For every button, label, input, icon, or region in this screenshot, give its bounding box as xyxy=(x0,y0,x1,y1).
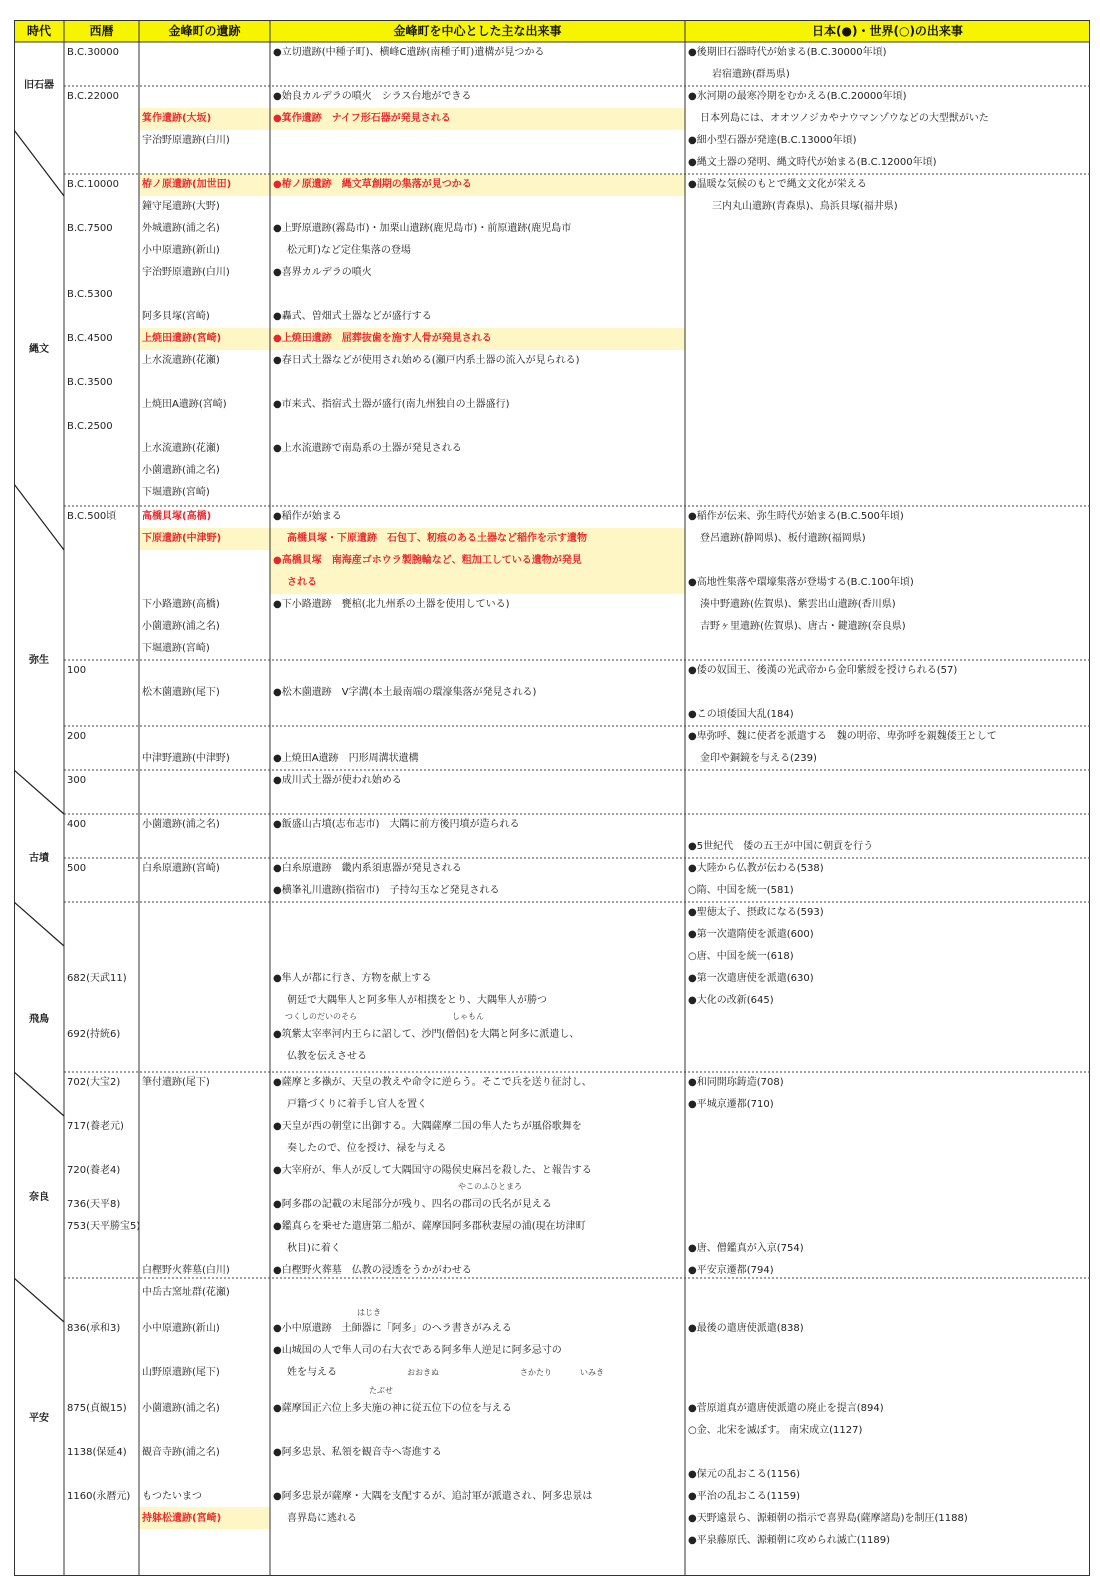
year-cell: 200 xyxy=(67,731,87,742)
world-event: 吉野ヶ里遺跡(佐賀県)、唐古・鍵遺跡(奈良県) xyxy=(700,621,906,632)
site-cell: 箕作遺跡(大坂) xyxy=(142,113,212,124)
world-event: ●大化の改新(645) xyxy=(688,995,774,1006)
site-cell: 下原遺跡(中津野) xyxy=(142,533,222,544)
site-cell: 小薗遺跡(浦之名) xyxy=(142,621,220,632)
event-line: ●阿多忠景、私領を観音寺へ寄進する xyxy=(273,1447,442,1458)
site-cell: 小薗遺跡(浦之名) xyxy=(142,819,220,830)
event-line: ●春日式土器などが使用され始める(瀬戸内系土器の流入が見られる) xyxy=(273,355,580,366)
event-line: 朝廷で大隅隼人と阿多隼人が相撲をとり、大隅隼人が勝つ xyxy=(287,995,547,1006)
year-cell: B.C.5300 xyxy=(67,289,113,300)
site-cell: 下小路遺跡(高橋) xyxy=(142,599,220,610)
header-world: 日本(●)・世界(○)の出来事 xyxy=(812,24,963,38)
site-cell: 小中原遺跡(新山) xyxy=(142,1323,220,1334)
year-cell: 100 xyxy=(67,665,87,676)
site-cell: 山野原遺跡(尾下) xyxy=(142,1367,220,1378)
event-line: ●箕作遺跡 ナイフ形石器が発見される xyxy=(273,113,451,124)
event-line: ●飯盛山古墳(志布志市) 大隅に前方後円墳が造られる xyxy=(273,819,520,830)
event-line: ●白糸原遺跡 畿内系須恵器が発見される xyxy=(273,863,462,874)
event-line: 戸籍づくりに着手し官人を置く xyxy=(287,1099,427,1110)
world-event: ●大陸から仏教が伝わる(538) xyxy=(688,863,824,874)
year-cell: B.C.500頃 xyxy=(67,511,117,522)
event-line: ●稲作が始まる xyxy=(273,511,342,522)
event-line: 仏教を伝えさせる xyxy=(287,1051,367,1062)
event-line: ●上焼田A遺跡 円形周溝状遺構 xyxy=(273,753,419,764)
world-event: ●5世紀代 倭の五王が中国に朝貢を行う xyxy=(688,841,874,852)
header-era: 時代 xyxy=(26,24,51,38)
world-event: ○唐、中国を統一(618) xyxy=(688,951,794,962)
site-cell: 小中原遺跡(新山) xyxy=(142,245,220,256)
year-cell: 1160(永暦元) xyxy=(67,1491,131,1502)
world-event: 登呂遺跡(静岡県)、板付遺跡(福岡県) xyxy=(700,533,866,544)
event-line: ●横峯礼川遺跡(指宿市) 子持勾玉など発見される xyxy=(273,885,500,896)
site-cell: 高橋貝塚(高橋) xyxy=(142,511,212,522)
site-cell: 小薗遺跡(浦之名) xyxy=(142,1403,220,1414)
event-line: 奏したので、位を授け、禄を与える xyxy=(287,1143,447,1154)
site-cell: 白樫野火葬墓(白川) xyxy=(142,1265,230,1276)
period-label: 弥生 xyxy=(29,655,49,666)
site-cell: 上焼田A遺跡(宮崎) xyxy=(142,399,227,410)
world-event: 日本列島には、オオツノジカやナウマンゾウなどの大型獣がいた xyxy=(700,113,989,124)
period-label: 平安 xyxy=(29,1413,49,1424)
world-event: ●倭の奴国王、後漢の光武帝から金印紫綬を授けられる(57) xyxy=(688,665,958,676)
year-cell: 1138(保延4) xyxy=(67,1447,127,1458)
event-line: ●鑑真らを乗せた遣唐第二船が、薩摩国阿多郡秋妻屋の浦(現在坊津町 xyxy=(273,1221,586,1232)
site-cell: 上焼田遺跡(宮崎) xyxy=(142,333,222,344)
world-event: 三内丸山遺跡(青森県)、鳥浜貝塚(福井県) xyxy=(712,201,898,212)
event-line: 松元町)など定住集落の登場 xyxy=(287,245,411,256)
year-cell: 400 xyxy=(67,819,87,830)
event-line: ●高橋貝塚 南海産ゴホウラ製腕輪など、粗加工している遺物が発見 xyxy=(273,555,582,566)
site-cell: 白糸原遺跡(宮崎) xyxy=(142,863,220,874)
ruby-note: おおきぬ xyxy=(407,1368,439,1377)
event-line: ●市来式、指宿式土器が盛行(南九州独自の土器盛行) xyxy=(273,399,510,410)
year-cell: B.C.4500 xyxy=(67,333,113,344)
site-cell: 観音寺跡(浦之名) xyxy=(142,1447,220,1458)
world-event: ●天野遠景ら、源頼朝の指示で喜界島(薩摩諸島)を制圧(1188) xyxy=(688,1513,968,1524)
site-cell: 筆付遺跡(尾下) xyxy=(142,1077,210,1088)
event-line: 秋目)に着く xyxy=(287,1243,341,1254)
site-cell: もつたいまつ xyxy=(142,1491,202,1502)
ruby-note: つくしのだいのそら xyxy=(285,1012,357,1021)
site-cell: 外城遺跡(浦之名) xyxy=(142,223,220,234)
site-cell: 上水流遺跡(花瀬) xyxy=(142,443,220,454)
world-event: ○隋、中国を統一(581) xyxy=(688,885,794,896)
ruby-note: はじき xyxy=(357,1308,381,1317)
world-event: ○金、北宋を滅ぼす。 南宋成立(1127) xyxy=(688,1425,863,1436)
world-event: ●氷河期の最寒冷期をむかえる(B.C.20000年頃) xyxy=(688,91,907,102)
event-line: される xyxy=(287,577,317,588)
year-cell: B.C.30000 xyxy=(67,47,120,58)
event-line: 姓を与える xyxy=(287,1367,337,1378)
history-timeline-table xyxy=(14,20,1090,1576)
year-cell: 720(養老4) xyxy=(67,1165,121,1176)
world-event: 金印や銅鏡を与える(239) xyxy=(700,753,817,764)
world-event: ●平安京遷都(794) xyxy=(688,1265,774,1276)
site-cell: 小薗遺跡(浦之名) xyxy=(142,465,220,476)
year-cell: 682(天武11) xyxy=(67,973,127,984)
world-event: ●最後の遣唐使派遣(838) xyxy=(688,1323,804,1334)
site-cell: 上水流遺跡(花瀬) xyxy=(142,355,220,366)
year-cell: B.C.2500 xyxy=(67,421,113,432)
event-line: ●大宰府が、隼人が反して大隅国守の陽侯史麻呂を殺した、と報告する xyxy=(273,1165,592,1176)
world-event: ●唐、僧鑑真が入京(754) xyxy=(688,1243,804,1254)
site-cell: 持躰松遺跡(宮崎) xyxy=(142,1513,222,1524)
event-line: 喜界島に逃れる xyxy=(287,1513,357,1524)
event-line: ●上野原遺跡(霧島市)・加栗山遺跡(鹿児島市)・前原遺跡(鹿児島市 xyxy=(273,223,572,234)
ruby-note: さかたり xyxy=(520,1368,552,1377)
year-cell: 753(天平勝宝5) xyxy=(67,1221,141,1232)
event-line: ●天皇が西の朝堂に出御する。大隅薩摩二国の隼人たちが風俗歌舞を xyxy=(273,1121,582,1132)
world-event: ●和同開珎鋳造(708) xyxy=(688,1077,784,1088)
year-cell: B.C.22000 xyxy=(67,91,120,102)
world-event: ●第一次遣唐使を派遣(630) xyxy=(688,973,814,984)
period-label: 奈良 xyxy=(29,1192,49,1203)
year-cell: B.C.10000 xyxy=(67,179,120,190)
event-line: ●上水流遺跡で南島系の土器が発見される xyxy=(273,443,462,454)
site-cell: 阿多貝塚(宮崎) xyxy=(142,311,210,322)
world-event: ●縄文土器の発明、縄文時代が始まる(B.C.12000年頃) xyxy=(688,157,937,168)
event-line: ●薩摩と多褹が、天皇の教えや命令に逆らう。そこで兵を送り征討し、 xyxy=(273,1077,592,1088)
period-label: 縄文 xyxy=(29,344,49,355)
site-cell: 中岳古窯址群(花瀬) xyxy=(142,1287,230,1298)
event-line: ●松木薗遺跡 V字溝(本土最南端の環濠集落が発見される) xyxy=(273,687,537,698)
year-cell: 717(養老元) xyxy=(67,1121,124,1132)
event-line: 高橋貝塚・下原遺跡 石包丁、籾痕のある土器など稲作を示す遺物 xyxy=(287,533,587,544)
period-label: 旧石器 xyxy=(24,80,54,91)
ruby-note: しゃもん xyxy=(452,1012,484,1021)
event-line: ●隼人が都に行き、方物を献上する xyxy=(273,973,432,984)
year-cell: 702(大宝2) xyxy=(67,1077,121,1088)
site-cell: 中津野遺跡(中津野) xyxy=(142,753,230,764)
event-line: ●小中原遺跡 土師器に「阿多」のヘラ書きがみえる xyxy=(273,1323,512,1334)
site-cell: 宇治野原遺跡(白川) xyxy=(142,135,230,146)
header-sites: 金峰町の遺跡 xyxy=(168,24,241,38)
event-line: ●筑紫太宰率河内王らに詔して、沙門(僧侶)を大隅と阿多に派遣し、 xyxy=(273,1029,580,1040)
world-event: ●菅原道真が遣唐使派遣の廃止を提言(894) xyxy=(688,1403,884,1414)
world-event: 湊中野遺跡(佐賀県)、紫雲出山遺跡(香川県) xyxy=(700,599,896,610)
event-line: ●薩摩国正六位上多夫施の神に従五位下の位を与える xyxy=(273,1403,512,1414)
world-event: ●第一次遣隋使を派遣(600) xyxy=(688,929,814,940)
site-cell: 下堀遺跡(宮崎) xyxy=(142,487,210,498)
event-line: ●始良カルデラの噴火 シラス台地ができる xyxy=(273,91,472,102)
world-event: ●平治の乱おこる(1159) xyxy=(688,1491,800,1502)
world-event: ●卑弥呼、魏に使者を派遣する 魏の明帝、卑弥呼を親魏倭王として xyxy=(688,731,997,742)
year-cell: B.C.3500 xyxy=(67,377,113,388)
site-cell: 鐘守尾遺跡(大野) xyxy=(142,201,220,212)
world-event: ●保元の乱おこる(1156) xyxy=(688,1469,800,1480)
year-cell: 300 xyxy=(67,775,87,786)
world-event: ●平城京遷都(710) xyxy=(688,1099,774,1110)
world-event: ●聖徳太子、摂政になる(593) xyxy=(688,907,824,918)
ruby-note: いみき xyxy=(580,1368,604,1377)
event-line: ●上焼田遺跡 屈葬抜歯を施す人骨が発見される xyxy=(273,333,492,344)
year-cell: 500 xyxy=(67,863,87,874)
world-event: ●この頃倭国大乱(184) xyxy=(688,709,794,720)
year-cell: 875(貞観15) xyxy=(67,1403,127,1414)
world-event: ●後期旧石器時代が始まる(B.C.30000年頃) xyxy=(688,47,887,58)
event-line: ●栫ノ原遺跡 縄文草創期の集落が見つかる xyxy=(273,179,472,190)
world-event: ●温暖な気候のもとで縄文文化が栄える xyxy=(688,179,867,190)
event-line: ●成川式土器が使われ始める xyxy=(273,775,402,786)
world-event: ●高地性集落や環壕集落が登場する(B.C.100年頃) xyxy=(688,577,914,588)
world-event: ●稲作が伝来、弥生時代が始まる(B.C.500年頃) xyxy=(688,511,904,522)
event-line: ●山城国の人で隼人司の右大衣である阿多隼人逆足に阿多忌寸の xyxy=(273,1345,562,1356)
event-line: ●白樫野火葬墓 仏教の浸透をうかがわせる xyxy=(273,1265,472,1276)
year-cell: 836(承和3) xyxy=(67,1323,121,1334)
site-cell: 宇治野原遺跡(白川) xyxy=(142,267,230,278)
event-line: ●阿多忠景が薩摩・大隅を支配するが、追討軍が派遣され、阿多忠景は xyxy=(273,1491,593,1502)
site-cell: 松木薗遺跡(尾下) xyxy=(142,687,220,698)
period-label: 飛鳥 xyxy=(29,1014,49,1025)
event-line: ●立切遺跡(中種子町)、横峰C遺跡(南種子町)遺構が見つかる xyxy=(273,47,545,58)
world-event: ●平泉藤原氏、源頼朝に攻められ滅亡(1189) xyxy=(688,1535,890,1546)
header-year: 西暦 xyxy=(89,24,114,38)
year-cell: B.C.7500 xyxy=(67,223,113,234)
year-cell: 736(天平8) xyxy=(67,1199,121,1210)
event-line: ●下小路遺跡 甕棺(北九州系の土器を使用している) xyxy=(273,599,510,610)
ruby-note: やこのふひとまろ xyxy=(458,1182,522,1191)
event-line: ●阿多郡の記載の末尾部分が残り、四名の郡司の氏名が見える xyxy=(273,1199,552,1210)
world-event: 岩宿遺跡(群馬県) xyxy=(712,69,790,80)
event-line: ●喜界カルデラの噴火 xyxy=(273,267,372,278)
event-line: ●轟式、曽畑式土器などが盛行する xyxy=(273,311,432,322)
ruby-note: たぶせ xyxy=(369,1386,393,1395)
period-label: 古墳 xyxy=(29,853,49,864)
world-event: ●細小型石器が発達(B.C.13000年頃) xyxy=(688,135,857,146)
year-cell: 692(持統6) xyxy=(67,1029,121,1040)
site-cell: 下堀遺跡(宮崎) xyxy=(142,643,210,654)
header-events: 金峰町を中心とした主な出来事 xyxy=(393,24,562,38)
site-cell: 栫ノ原遺跡(加世田) xyxy=(142,179,232,190)
